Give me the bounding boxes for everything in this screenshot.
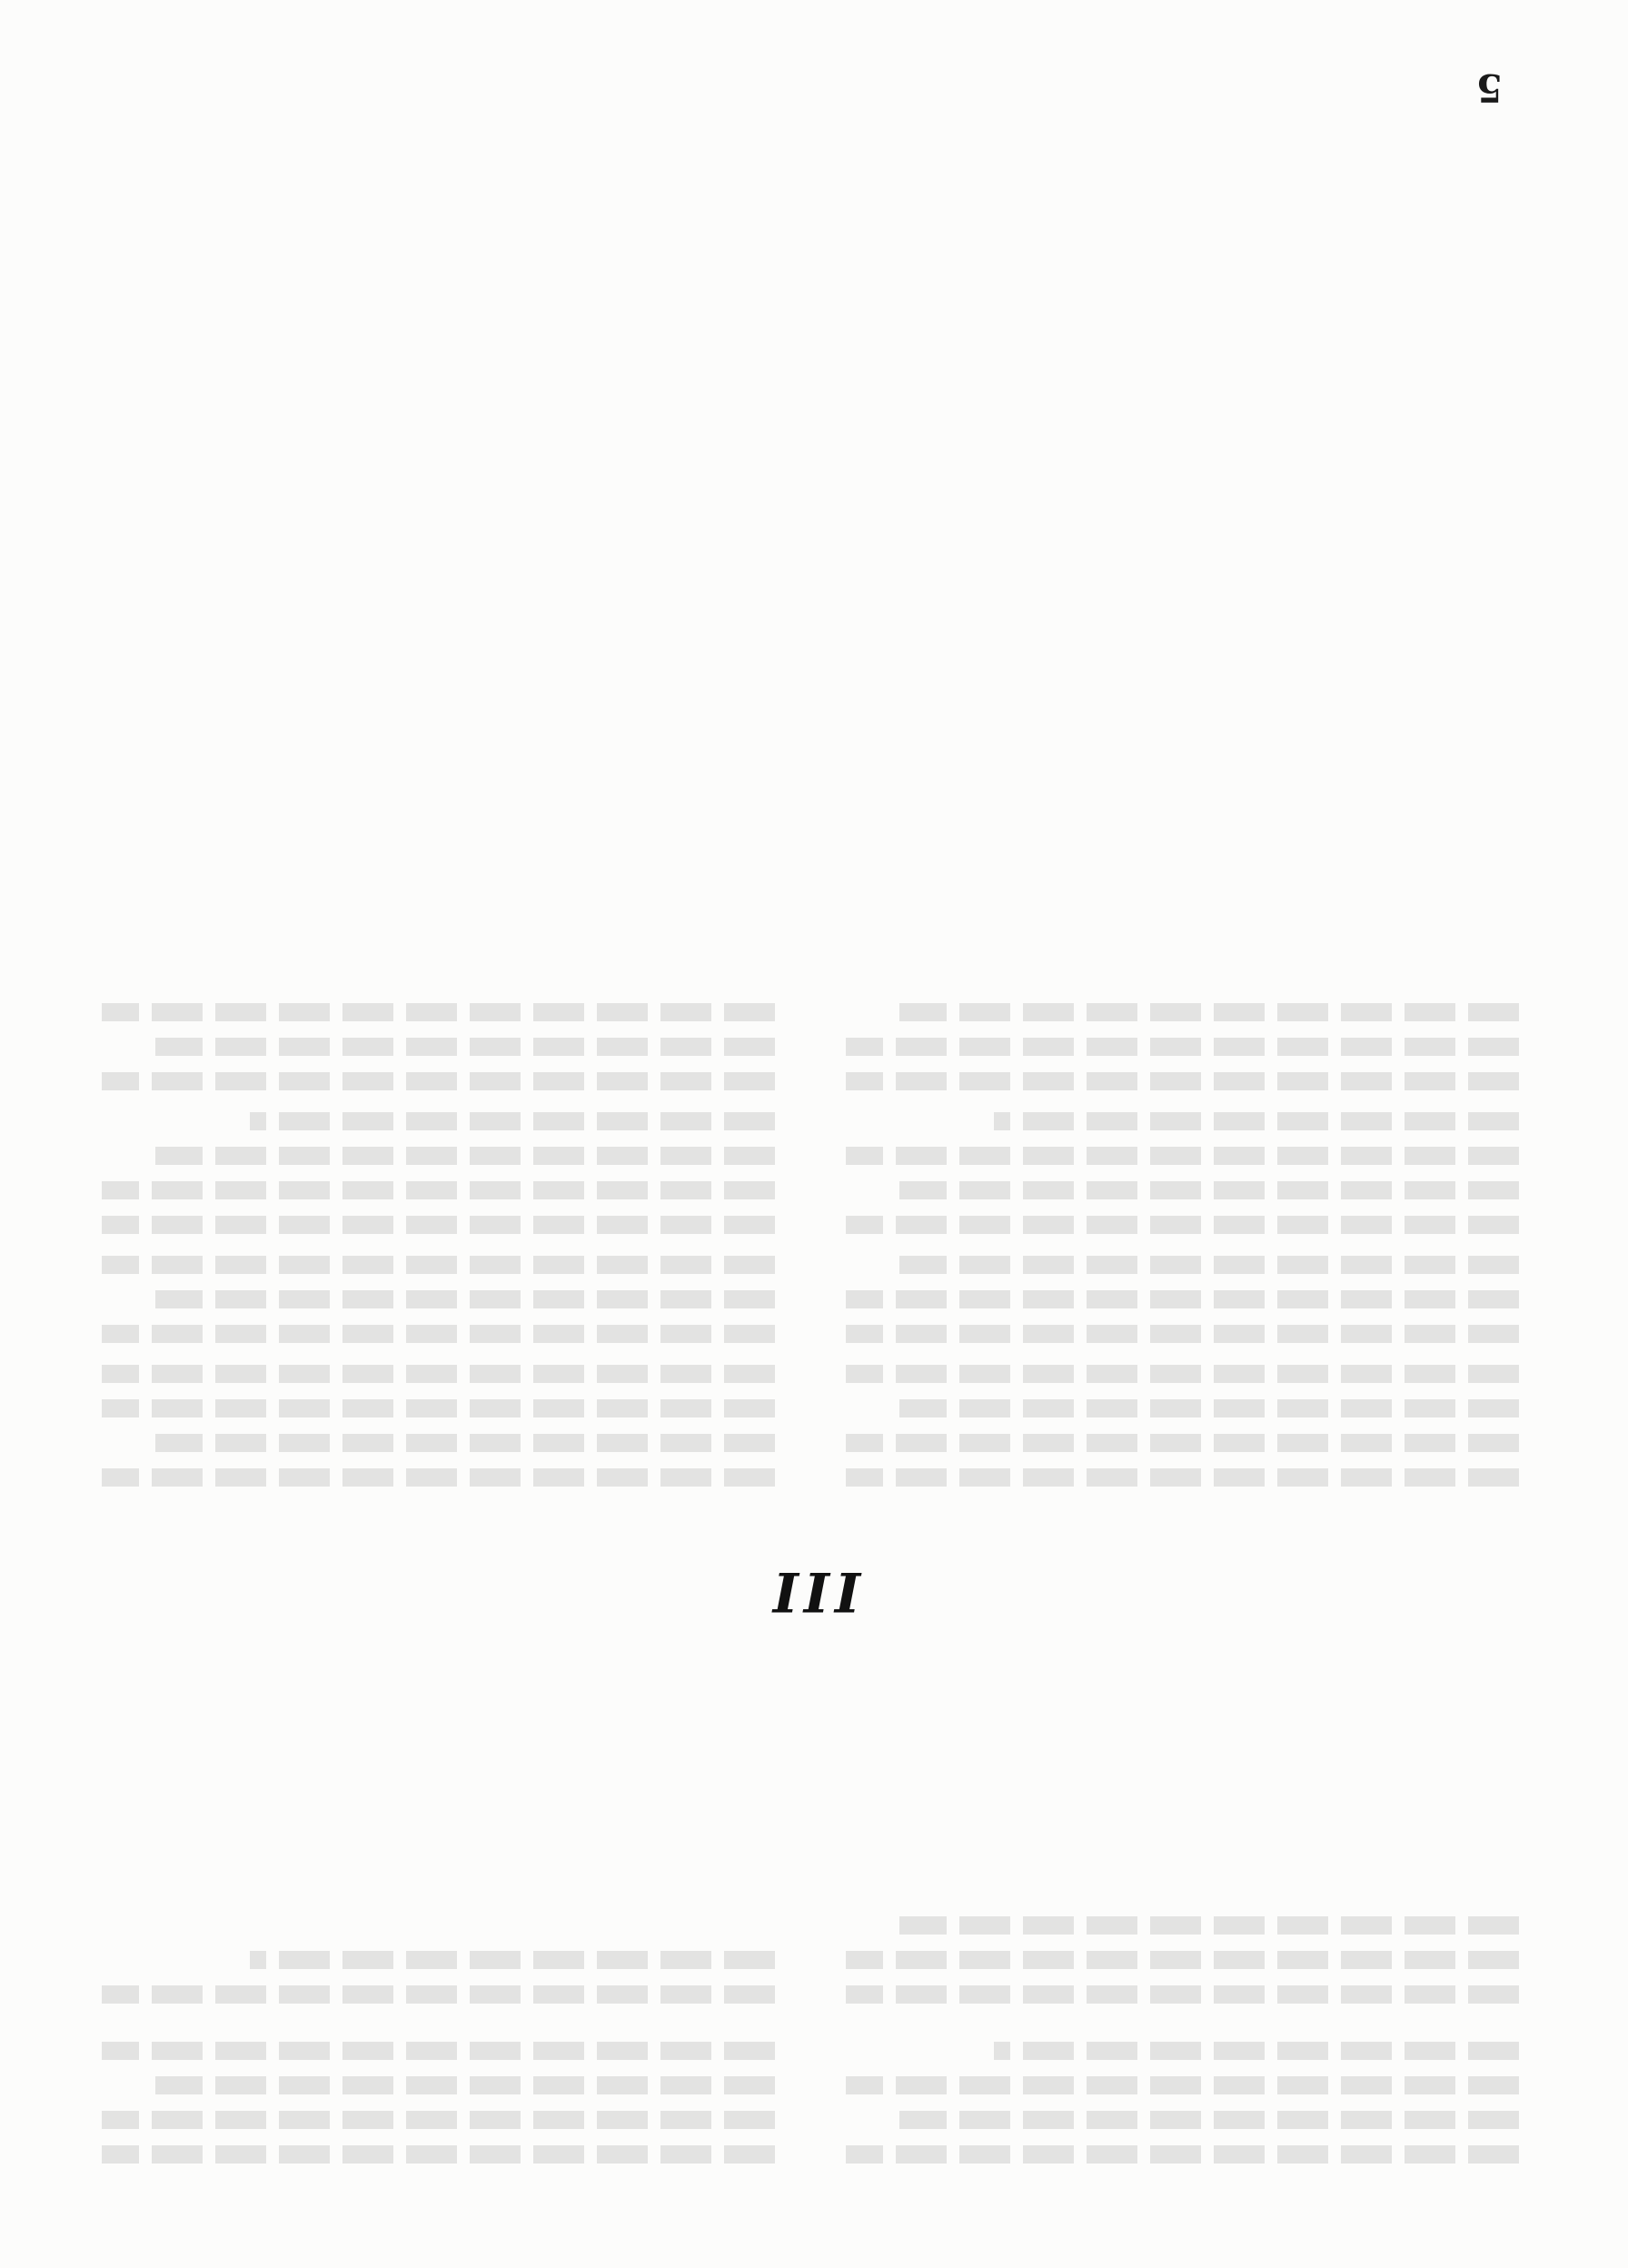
top-right-paragraph-2 [102, 1935, 775, 2004]
bottom-left-line-4 [846, 1365, 1519, 1383]
top-left-line-6 [846, 1951, 1519, 1969]
top-left-line-1 [846, 2145, 1519, 2164]
top-right-line-6 [250, 1951, 775, 1969]
bottom-left-paragraph-3 [846, 1112, 1519, 1234]
bottom-right-line-3 [102, 1399, 775, 1418]
bottom-right-line-4 [102, 1365, 775, 1383]
top-left-line-3 [846, 2076, 1519, 2094]
top-right-column [102, 1691, 775, 2164]
bottom-right-line-10 [155, 1147, 775, 1165]
bottom-right-line-1 [102, 1468, 775, 1487]
bottom-left-paragraph-4 [846, 1003, 1519, 1090]
top-right-line-3 [155, 2076, 775, 2094]
top-right-line-5 [102, 1985, 775, 2004]
bottom-left-line-7 [899, 1256, 1519, 1274]
bottom-left-line-8 [846, 1216, 1519, 1234]
top-right-line-4 [102, 2042, 775, 2060]
bottom-left-line-13 [846, 1038, 1519, 1056]
top-left-line-5 [846, 1985, 1519, 2004]
top-left-line-7 [899, 1916, 1519, 1935]
bottom-left-line-12 [846, 1072, 1519, 1090]
bottom-left-line-3 [899, 1399, 1519, 1418]
bottom-left-paragraph-1 [846, 1365, 1519, 1487]
bottom-right-paragraph-1 [102, 1365, 775, 1487]
top-right-paragraph [102, 2025, 775, 2164]
bottom-right-line-11 [250, 1112, 775, 1130]
bottom-right-paragraph-3 [102, 1112, 775, 1234]
bottom-right-paragraph-4 [102, 1003, 775, 1090]
bottom-right-line-2 [155, 1434, 775, 1452]
bottom-right-line-14 [102, 1003, 775, 1021]
page-number: 5 [1475, 65, 1503, 110]
bottom-columns [102, 105, 1519, 1487]
bottom-right-line-8 [102, 1216, 775, 1234]
bottom-right-paragraph-2 [102, 1256, 775, 1343]
top-left-column [846, 1691, 1519, 2164]
section-numeral: III [767, 1559, 861, 1623]
top-left-paragraph [846, 2025, 1519, 2164]
bottom-right-line-9 [102, 1181, 775, 1199]
bottom-left-line-10 [846, 1147, 1519, 1165]
section-heading [0, 1505, 1628, 1677]
bottom-right-line-6 [155, 1290, 775, 1308]
bottom-right-line-12 [102, 1072, 775, 1090]
top-columns [102, 1691, 1519, 2164]
top-right-line-2 [102, 2111, 775, 2129]
top-left-paragraph-2 [846, 1900, 1519, 2004]
bottom-left-line-5 [846, 1325, 1519, 1343]
bottom-right-line-5 [102, 1325, 775, 1343]
top-left-line-2 [899, 2111, 1519, 2129]
bottom-left-column [846, 105, 1519, 1487]
bottom-left-line-9 [899, 1181, 1519, 1199]
bottom-left-line-11 [994, 1112, 1519, 1130]
bottom-right-column [102, 105, 775, 1487]
bottom-left-paragraph-2 [846, 1256, 1519, 1343]
bottom-left-line-6 [846, 1290, 1519, 1308]
bottom-right-line-13 [155, 1038, 775, 1056]
bottom-left-line-1 [846, 1468, 1519, 1487]
bottom-left-line-2 [846, 1434, 1519, 1452]
top-right-line-1 [102, 2145, 775, 2164]
bottom-left-line-14 [899, 1003, 1519, 1021]
bottom-right-line-7 [102, 1256, 775, 1274]
top-left-line-4 [994, 2042, 1519, 2060]
